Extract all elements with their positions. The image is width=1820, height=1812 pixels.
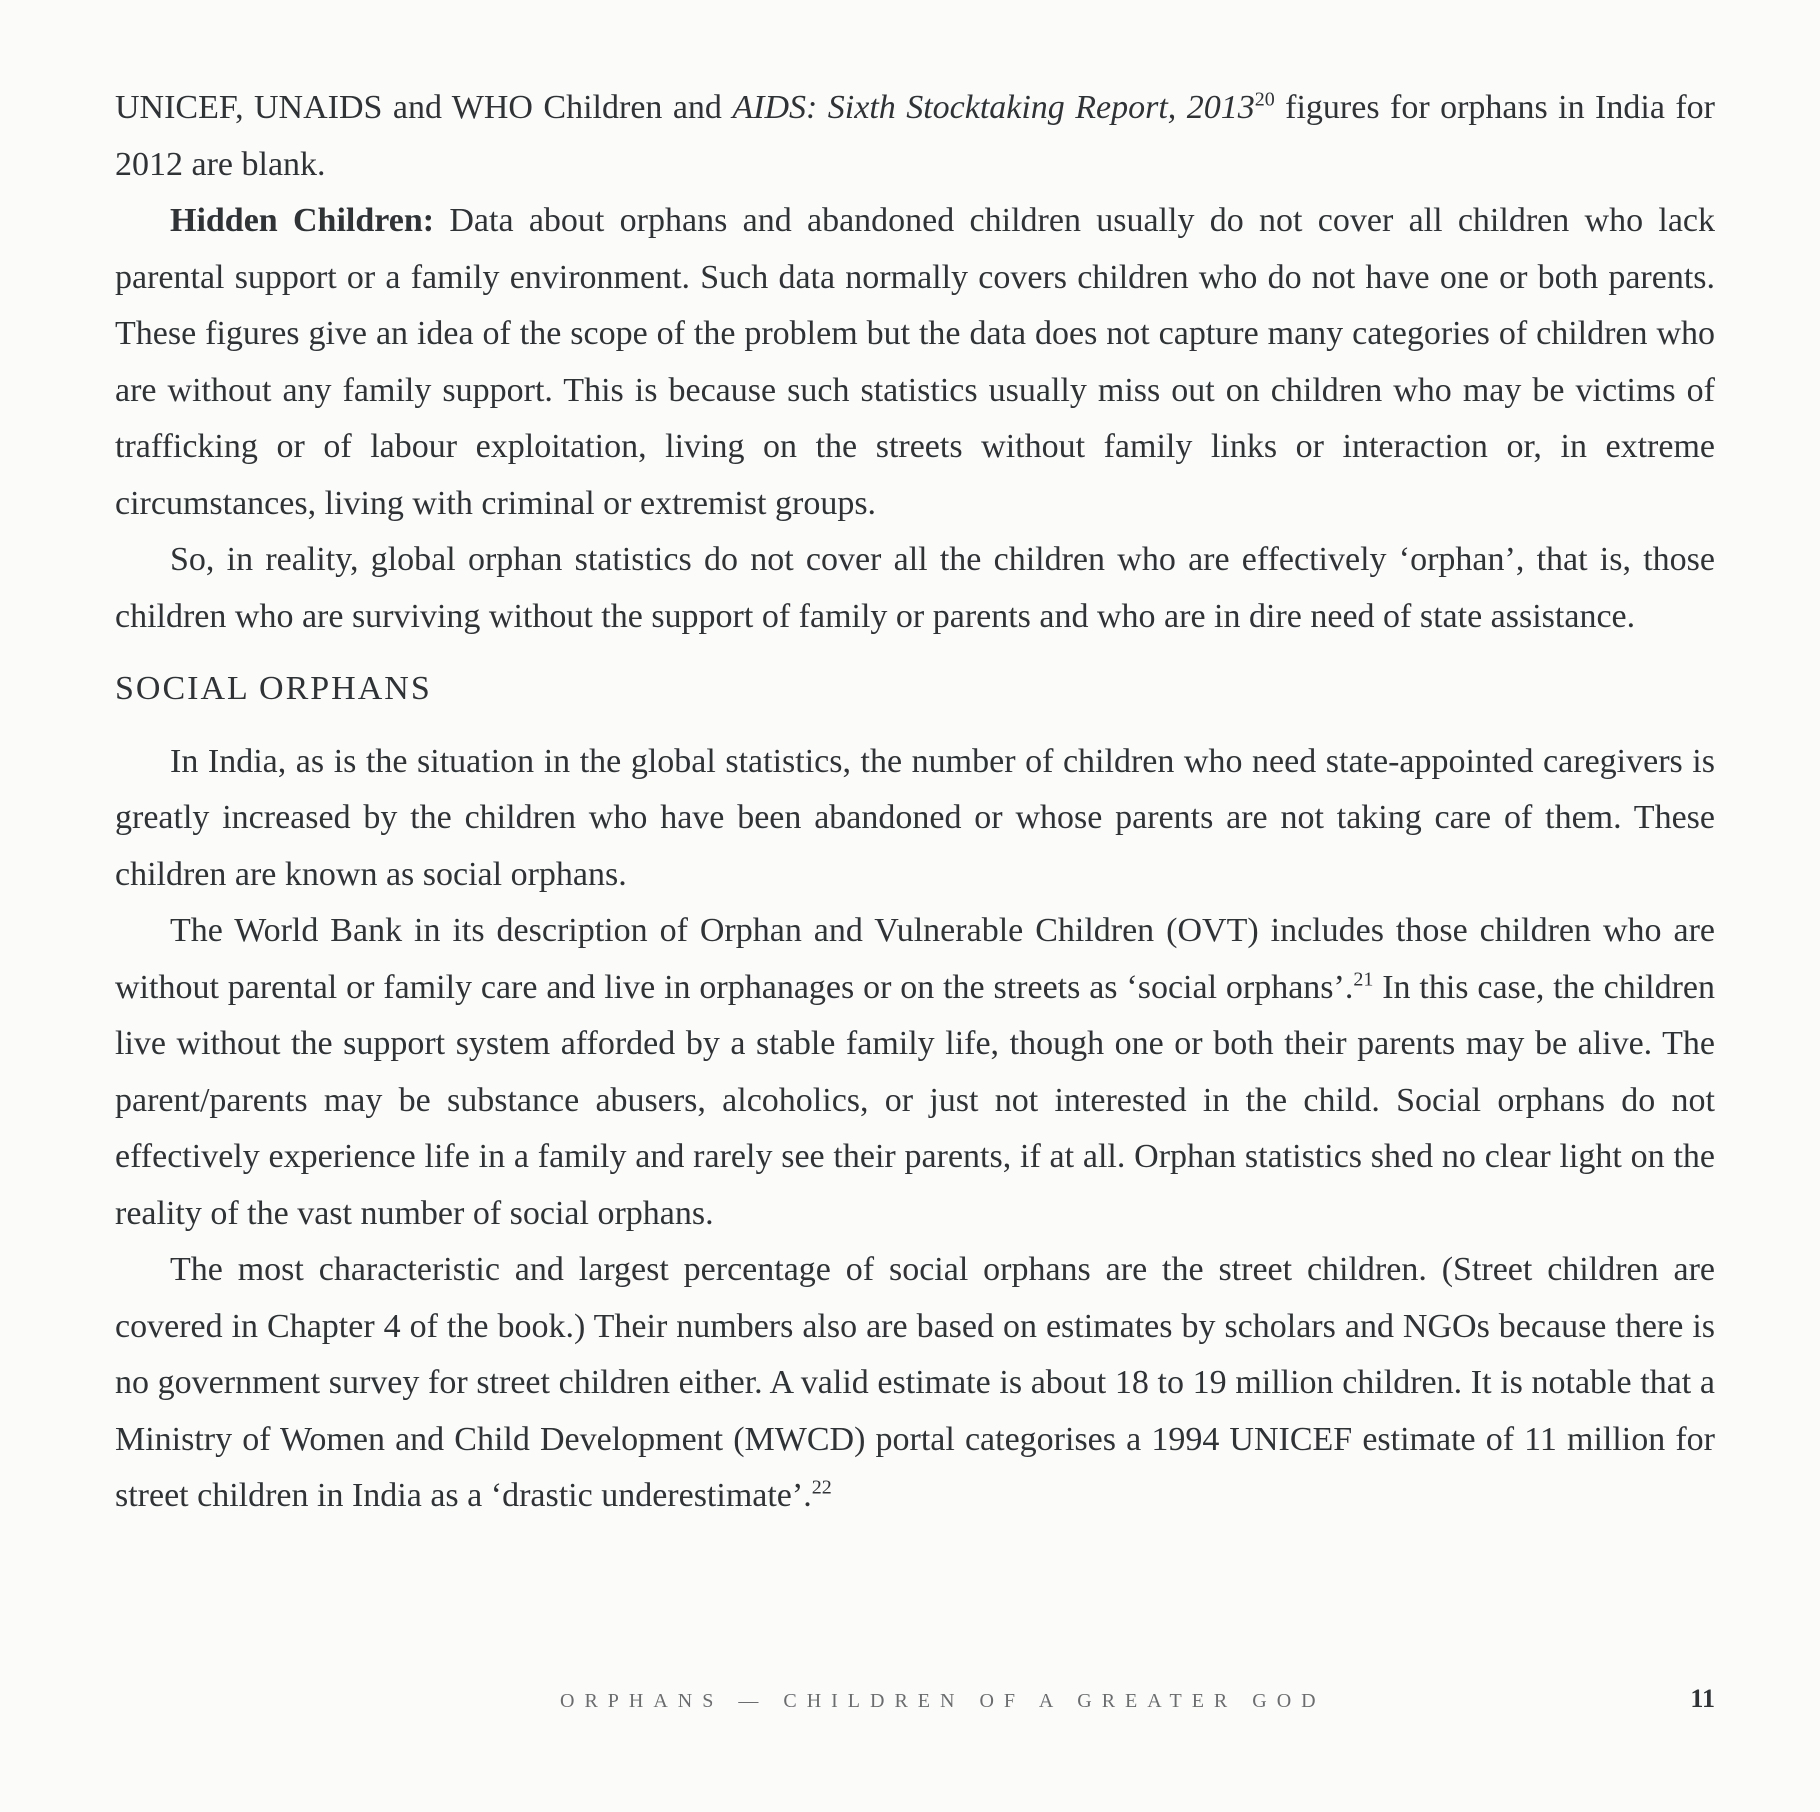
paragraph-india — [115, 734, 1715, 904]
paragraph-text: The most characteristic and largest percentage of social orphans are the street children. (Street children are covered in Chapter 4 of the book.) Their numbers also are based on estimates by scholars and NGOs because there is no government survey for street children either. A valid estimate is about 18 to 19 million children. It is notable that a Ministry of Women and Child Development (MWCD) portal categorises a 1994 UNICEF estimate of 11 million for street children in India as a ‘drastic underestimate’. — [115, 1251, 1715, 1514]
page-number: 11 — [1690, 1684, 1715, 1713]
footnote-ref: 22 — [811, 1476, 832, 1499]
running-title: ORPHANS — CHILDREN OF A GREATER GOD — [560, 1690, 1326, 1712]
paragraph-text: In this case, the children live without the support system afforded by a stable family life, though one or both their parents may be alive. The parent/parents may be substance abusers, alcoholics, or just not interested in the child. Social orphans do not effectively experience life in a family and rarely see their parents, if at all. Orphan statistics shed no clear light on the reality of the vast number of social orphans. — [115, 968, 1715, 1232]
paragraph-text: UNICEF, UNAIDS and WHO Children and — [115, 89, 733, 126]
paragraph-text: Data about orphans and abandoned children usually do not cover all children who lack parental support or a family environment. Such data normally covers children who do not have one or both parents. These figures give an idea of the scope of the problem but the data does not capture many categories of children who are without any family support. This is because such statistics usually miss out on children who may be victims of trafficking or of labour exploitation, living on the streets without family links or interaction or, in extreme circumstances, living with criminal or extremist groups. — [115, 202, 1715, 522]
paragraph-text: The World Bank in its description of Orphan and Vulnerable Children (OVT) includes those children who are without parental or family care and live in orphanages or on the streets as ‘social orphans’. — [115, 912, 1715, 1006]
paragraph-world-bank — [115, 903, 1715, 1242]
paragraph-reality — [115, 532, 1715, 645]
paragraph-street-children — [115, 1242, 1715, 1525]
paragraph-text: In India, as is the situation in the global statistics, the number of children who need state-appointed caregivers is greatly increased by the children who have been abandoned or whose parents are not taking care of them. These children are known as social orphans. — [115, 742, 1715, 893]
body-text — [115, 80, 1715, 1525]
paragraph-lead: Hidden Children: — [170, 202, 435, 239]
footnote-ref: 20 — [1254, 88, 1275, 111]
section-heading: SOCIAL ORPHANS — [115, 670, 432, 707]
report-title: AIDS: Sixth Stocktaking Report, 2013 — [732, 89, 1255, 126]
page-footer — [0, 1684, 1820, 1730]
paragraph-text: So, in reality, global orphan statistics do not cover all the children who are effectively ‘orphan’, that is, those children who are surviving without the support of family or parents and who are in dire need of state assistance. — [115, 541, 1715, 635]
paragraph-report-reference — [115, 80, 1715, 193]
footnote-ref: 21 — [1353, 968, 1374, 991]
paragraph-text: figures for orphans in India for 2012 are blank. — [115, 89, 1715, 183]
paragraph-hidden-children — [115, 193, 1715, 532]
